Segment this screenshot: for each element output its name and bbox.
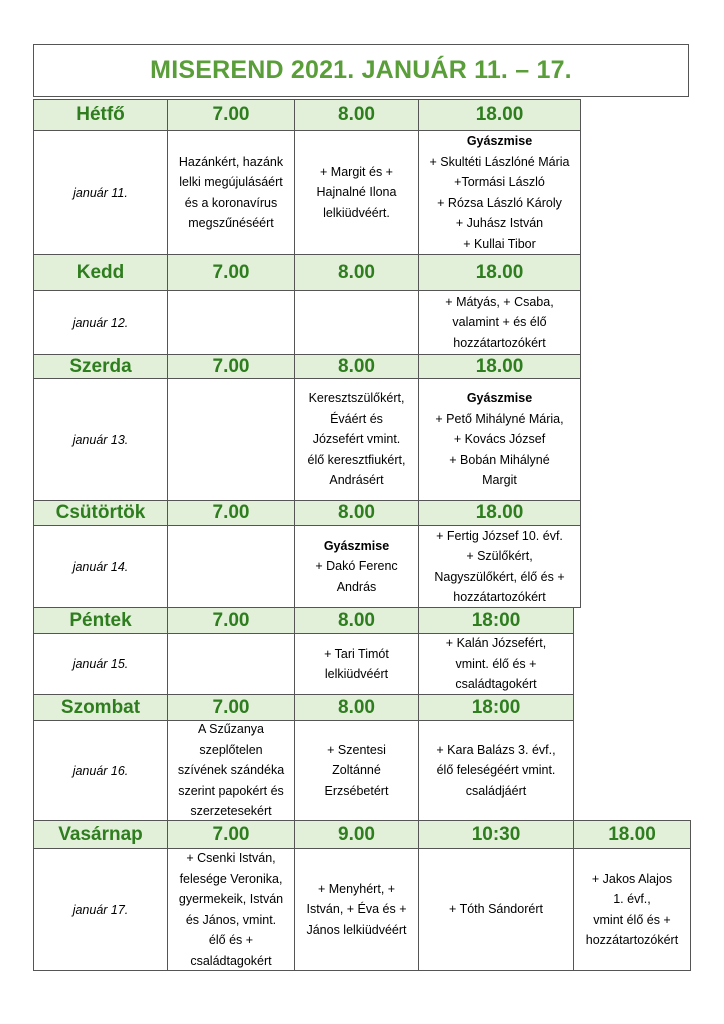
mass-time: 7.00 (212, 696, 250, 718)
intention-cell-vasarnap-2 (294, 848, 419, 971)
time-header-pentek-2 (294, 607, 419, 634)
intention-line: szerint papokért és (178, 783, 284, 798)
date-cell-szombat (33, 720, 168, 821)
day-header-szerda (33, 354, 168, 379)
intention-line: Hazánkért, hazánk (178, 154, 284, 169)
intention-line: élő keresztfiukért, (307, 452, 406, 467)
intention-line: Keresztszülőkért, (308, 391, 405, 406)
time-header-szerda-3 (418, 354, 581, 379)
intention-line: + Mátyás, + Csaba, (445, 294, 554, 309)
intention-line: lelki megújulásáért (179, 175, 283, 189)
date-cell-csutortok (33, 525, 168, 608)
intention-line: Zoltánné (332, 763, 381, 778)
day-header-szombat (33, 694, 168, 721)
intention-line: + Kovács József (453, 432, 546, 447)
intention-cell-csutortok-2 (294, 525, 419, 608)
intention-line: gyermekeik, István (178, 892, 284, 906)
day-header-kedd (33, 254, 168, 291)
intention-line: + Kara Balázs 3. évf., (436, 742, 556, 757)
intention-cell-csutortok-1 (167, 525, 295, 608)
intention-cell-csutortok-3 (418, 525, 581, 608)
intention-line: A Szűzanya (197, 722, 264, 737)
intention-cell-pentek-1 (167, 633, 295, 695)
mass-time: 7.00 (212, 823, 250, 845)
intention-cell-szombat-3 (418, 720, 574, 821)
time-header-hetfo-2 (294, 99, 419, 131)
day-name: Vasárnap (58, 823, 143, 845)
mass-time: 7.00 (212, 261, 250, 283)
mass-time: 7.00 (212, 355, 250, 377)
intention-cell-kedd-3 (418, 290, 581, 355)
time-header-hetfo-3 (418, 99, 581, 131)
date-label: január 11. (73, 185, 128, 200)
intention-line: vmint élő és + (593, 912, 671, 927)
intention-line: szeplőtelen (199, 742, 263, 757)
mass-time: 9.00 (338, 823, 375, 845)
mass-time: 18.00 (475, 355, 524, 377)
schedule-title-box (33, 44, 689, 97)
intention-cell-pentek-2 (294, 633, 419, 695)
intention-line: Andrásért (329, 473, 384, 488)
page-title: MISEREND 2021. JANUÁR 11. – 17. (150, 56, 572, 84)
intention-cell-kedd-2 (294, 290, 419, 355)
mass-time: 7.00 (212, 609, 250, 631)
time-header-csutortok-3 (418, 500, 581, 526)
time-header-vasarnap-4 (573, 820, 691, 849)
mass-time: 8.00 (338, 261, 375, 283)
intention-line: megszűnéséért (188, 216, 274, 230)
date-cell-szerda (33, 378, 168, 501)
day-header-vasarnap (33, 820, 168, 849)
intention-line: András (336, 579, 377, 594)
intention-line: + Rózsa László Károly (437, 195, 562, 210)
intention-line: 1. évf., (613, 892, 651, 906)
intention-line: Margit (482, 473, 517, 488)
date-label: január 15. (72, 657, 129, 671)
mass-time: 18:00 (471, 696, 521, 718)
mass-time: 10:30 (471, 823, 521, 845)
intention-line: Éváért és (330, 411, 383, 426)
day-name: Kedd (76, 261, 125, 283)
time-header-pentek-3 (418, 607, 574, 634)
date-label: január 16. (72, 763, 129, 778)
mass-time: 18:00 (471, 609, 521, 631)
intention-cell-hetfo-3 (418, 130, 581, 255)
mass-time: 18.00 (608, 823, 656, 845)
funeral-mass-label: Gyászmise (466, 391, 533, 406)
day-name: Csütörtök (55, 502, 146, 523)
day-header-hetfo (33, 99, 168, 131)
intention-cell-vasarnap-4 (573, 848, 691, 971)
date-label: január 17. (72, 902, 129, 917)
intention-line: hozzátartozókért (453, 590, 546, 604)
time-header-csutortok-1 (167, 500, 295, 526)
intention-cell-szerda-2 (294, 378, 419, 501)
time-header-vasarnap-2 (294, 820, 419, 849)
time-header-vasarnap-3 (418, 820, 574, 849)
intention-line: Nagyszülőkért, élő és + (434, 569, 565, 584)
mass-time: 7.00 (212, 502, 250, 523)
day-header-csutortok (33, 500, 168, 526)
time-header-szerda-1 (167, 354, 295, 379)
date-label: január 12. (72, 315, 129, 330)
intention-line: hozzátartozókért (585, 933, 679, 947)
intention-line: családtagokért (455, 677, 537, 692)
intention-line: + Fertig József 10. évf. (436, 528, 563, 543)
intention-cell-hetfo-2 (294, 130, 419, 255)
intention-cell-vasarnap-1 (167, 848, 295, 971)
intention-line: István, + Éva és + (306, 902, 407, 917)
funeral-mass-label: Gyászmise (466, 134, 533, 148)
intention-line: + Kalán Józsefért, (445, 636, 547, 651)
funeral-mass-label: Gyászmise (323, 538, 390, 553)
intention-line: szívének szándéka (177, 763, 285, 778)
intention-line: + Menyhért, + (317, 881, 396, 896)
intention-line: Hajnalné Ilona (316, 185, 397, 200)
intention-line: + Tari Timót (324, 646, 389, 661)
intention-line: élő feleségéért vmint. (436, 763, 556, 778)
day-name: Hétfő (76, 104, 125, 125)
date-cell-pentek (33, 633, 168, 695)
intention-cell-pentek-3 (418, 633, 574, 695)
mass-time: 8.00 (338, 104, 375, 125)
mass-time: 8.00 (338, 355, 375, 377)
mass-time: 8.00 (338, 609, 375, 631)
time-header-kedd-2 (294, 254, 419, 291)
day-header-pentek (33, 607, 168, 634)
time-header-szombat-2 (294, 694, 419, 721)
intention-line: + Bobán Mihályné (449, 452, 550, 467)
intention-line: +Tormási László (454, 175, 545, 189)
mass-time: 8.00 (338, 502, 375, 523)
intention-line: + Dakó Ferenc (315, 559, 398, 574)
time-header-szombat-1 (167, 694, 295, 721)
time-header-kedd-1 (167, 254, 295, 291)
intention-line: szerzetesekért (190, 804, 272, 819)
time-header-hetfo-1 (167, 99, 295, 131)
intention-cell-kedd-1 (167, 290, 295, 355)
intention-line: élő és + (208, 933, 254, 947)
intention-cell-hetfo-1 (167, 130, 295, 255)
intention-line: valamint + és élő (452, 315, 547, 330)
intention-cell-szerda-3 (418, 378, 581, 501)
mass-time: 18.00 (475, 502, 524, 523)
intention-line: + Csenki István, (186, 851, 276, 865)
intention-line: + Kullai Tibor (463, 236, 536, 251)
time-header-kedd-3 (418, 254, 581, 291)
intention-cell-vasarnap-3 (418, 848, 574, 971)
intention-cell-szombat-1 (167, 720, 295, 821)
date-cell-vasarnap (33, 848, 168, 971)
time-header-szerda-2 (294, 354, 419, 379)
time-header-pentek-1 (167, 607, 295, 634)
intention-line: + Margit és + (320, 164, 393, 179)
intention-line: + Pető Mihályné Mária, (435, 411, 564, 426)
intention-line: + Juhász István (455, 216, 544, 230)
date-label: január 13. (72, 432, 129, 447)
day-name: Péntek (69, 609, 132, 631)
intention-line: hozzátartozókért (453, 335, 546, 350)
date-label: január 14. (72, 559, 129, 574)
intention-line: és a koronavírus (184, 195, 278, 210)
time-header-vasarnap-1 (167, 820, 295, 849)
intention-line: + Szentesi (327, 742, 386, 757)
date-cell-hetfo (33, 130, 168, 255)
intention-line: családjáért (465, 783, 527, 798)
intention-line: családtagokért (190, 953, 272, 968)
intention-line: + Szülőkért, (466, 549, 533, 563)
day-name: Szerda (69, 355, 132, 377)
intention-cell-szombat-2 (294, 720, 419, 821)
intention-line: János lelkiüdvéért (306, 922, 407, 937)
intention-line: lelkiüdvéért. (323, 205, 390, 220)
intention-line: Józsefért vmint. (312, 432, 401, 447)
mass-time: 18.00 (475, 261, 524, 283)
time-header-csutortok-2 (294, 500, 419, 526)
date-cell-kedd (33, 290, 168, 355)
intention-line: Erzsébetért (324, 783, 389, 798)
intention-line: lelkiüdvéért (324, 667, 389, 681)
intention-line: + Tóth Sándorért (449, 902, 543, 917)
intention-line: vmint. élő és + (455, 656, 537, 671)
intention-line: és János, vmint. (185, 912, 277, 927)
mass-time: 8.00 (338, 696, 375, 718)
day-name: Szombat (60, 696, 141, 718)
intention-line: + Skultéti Lászlóné Mária (429, 154, 570, 169)
intention-line: felesége Veronika, (179, 871, 283, 886)
intention-line: + Jakos Alajos (591, 871, 673, 886)
intention-cell-szerda-1 (167, 378, 295, 501)
time-header-szombat-3 (418, 694, 574, 721)
mass-time: 7.00 (212, 104, 250, 125)
mass-time: 18.00 (475, 104, 524, 125)
